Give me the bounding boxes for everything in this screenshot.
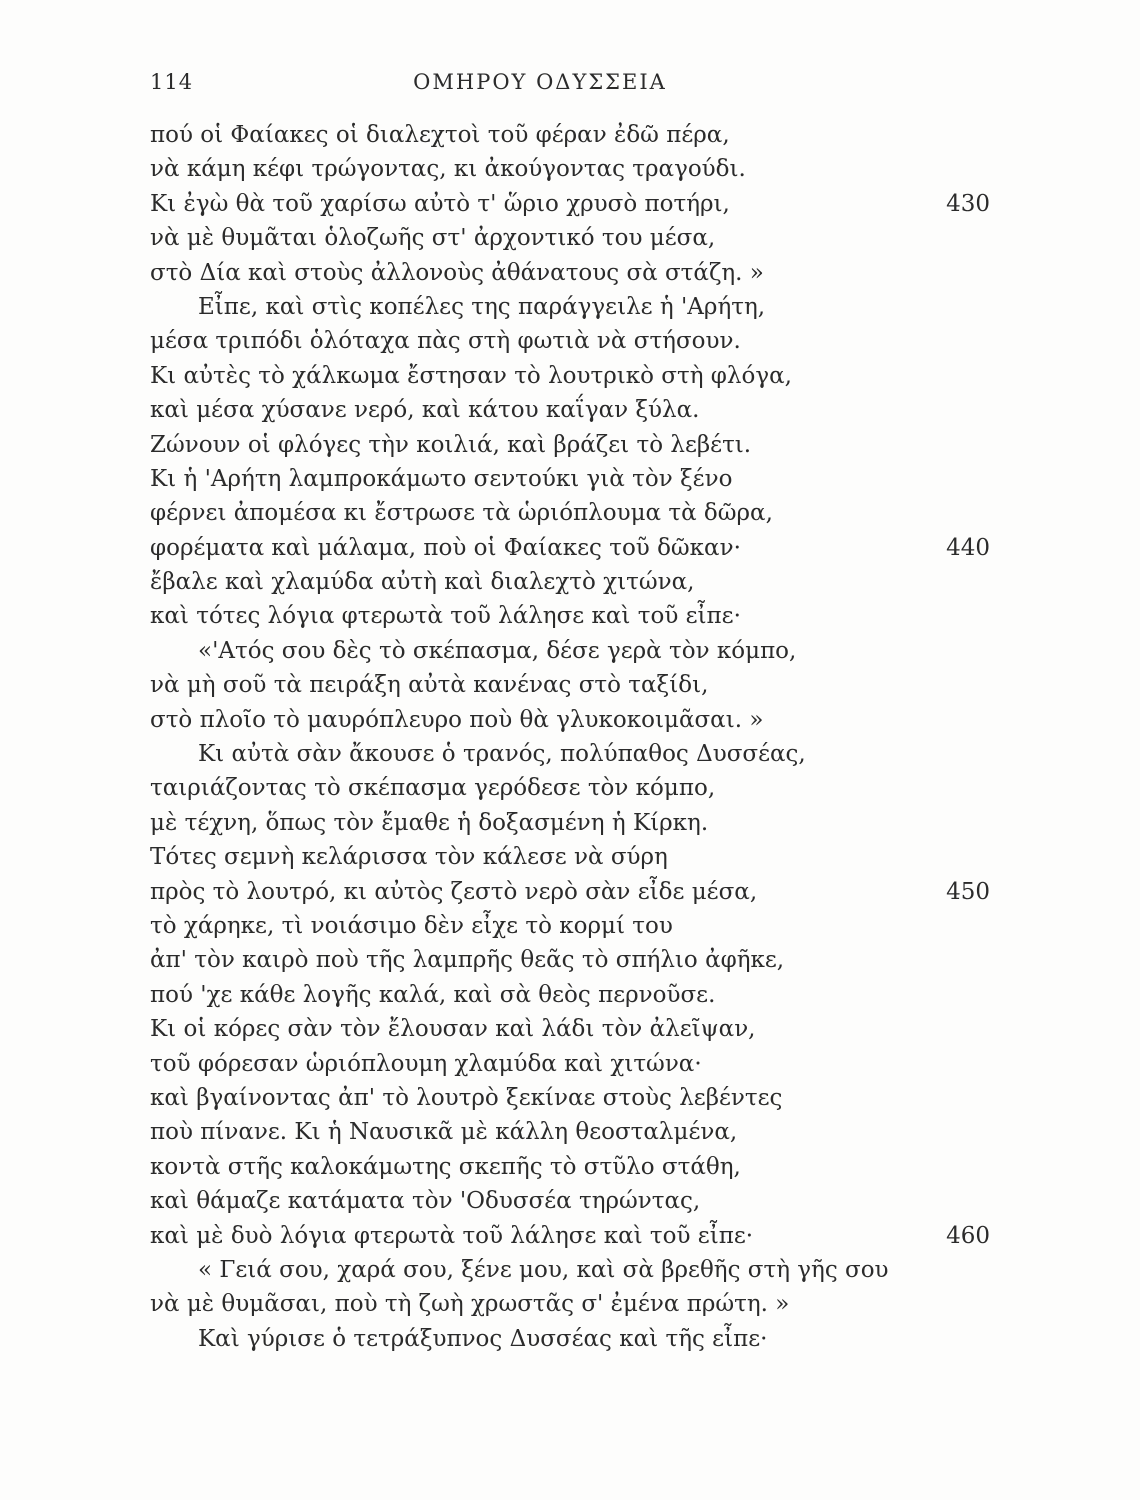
verse-line [150,703,990,737]
verse-line [150,978,990,1012]
verse-text: Κι ἡ 'Αρήτη λαμπροκάμωτο σεντούκι γιὰ τὸν ξένο [150,465,733,492]
verse-line [150,599,990,633]
verse-line [150,1184,990,1218]
verse-line [150,668,990,702]
verse-text: ταιριάζοντας τὸ σκέπασμα γερόδεσε τὸν κόμπο, [150,775,716,802]
verse-text: στὸ Δία καὶ στοὺς ἀλλονοὺς ἀθάνατους σὰ στάζη. » [150,259,764,286]
verse-line [150,290,990,324]
verse-text: πού 'χε κάθε λογῆς καλά, καὶ σὰ θεὸς περνοῦσε. [150,981,716,1008]
verse-text: στὸ πλοῖο τὸ μαυρόπλευρο ποὺ θὰ γλυκοκοιμᾶσαι. » [150,706,764,733]
verse-line [150,462,990,496]
verse-text: ἀπ' τὸν καιρὸ ποὺ τῆς λαμπρῆς θεᾶς τὸ σπήλιο ἀφῆκε, [150,947,785,974]
verse-text: καὶ θάμαζε κατάματα τὸν 'Οδυσσέα τηρώντας, [150,1188,701,1215]
verse-text: φορέματα καὶ μάλαμα, ποὺ οἱ Φαίακες τοῦ δῶκαν· [150,534,741,561]
verse-text: νὰ κάμη κέφι τρώγοντας, κι ἀκούγοντας τραγούδι. [150,156,746,183]
verse-line [150,1150,990,1184]
verse-text: καὶ μέσα χύσανε νερό, καὶ κάτου καΐγαν ξύλα. [150,397,700,424]
verse-text: Κι οἱ κόρες σὰν τὸν ἔλουσαν καὶ λάδι τὸν ἀλεῖψαν, [150,1016,756,1043]
verse-line [150,875,990,909]
verse-text: Κι αὐτὲς τὸ χάλκωμα ἔστησαν τὸ λουτρικὸ στὴ φλόγα, [150,362,792,389]
verse-number: 440 [946,534,990,561]
verse-line [150,634,990,668]
verse-text: Κι ἐγὼ θὰ τοῦ χαρίσω αὐτὸ τ' ὥριο χρυσὸ ποτήρι, [150,190,730,217]
verse-line [150,1115,990,1149]
page-number: 114 [150,70,194,94]
verse-line [150,221,990,255]
verse-number: 430 [946,190,990,217]
verse-line [150,187,990,221]
verse-block [150,118,990,1356]
verse-line [150,1047,990,1081]
verse-text: « Γειά σου, χαρά σου, ξένε μου, καὶ σὰ βρεθῆς στὴ γῆς σου [198,1256,889,1283]
verse-line [150,565,990,599]
verse-line [150,1012,990,1046]
verse-text: ἔβαλε καὶ χλαμύδα αὐτὴ καὶ διαλεχτὸ χιτώνα, [150,569,695,596]
verse-line [150,1287,990,1321]
verse-text: Κι αὐτὰ σὰν ἄκουσε ὁ τρανός, πολύπαθος Δυσσέας, [198,741,806,768]
verse-text: τὸ χάρηκε, τὶ νοιάσιμο δὲν εἶχε τὸ κορμί του [150,912,673,939]
verse-line [150,359,990,393]
verse-text: καὶ βγαίνοντας ἀπ' τὸ λουτρὸ ξεκίναε στοὺς λεβέντες [150,1084,783,1111]
verse-text: «'Ατός σου δὲς τὸ σκέπασμα, δέσε γερὰ τὸν κόμπο, [198,637,797,664]
verse-text: Καὶ γύρισε ὁ τετράξυπνος Δυσσέας καὶ τῆς εἶπε· [198,1325,768,1352]
verse-text: πού οἱ Φαίακες οἱ διαλεχτοὶ τοῦ φέραν ἐδῶ πέρα, [150,122,730,148]
verse-line [150,806,990,840]
verse-text: κοντὰ στῆς καλοκάμωτης σκεπῆς τὸ στῦλο στάθη, [150,1153,741,1180]
verse-line [150,118,990,152]
verse-text: Εἶπε, καὶ στὶς κοπέλες της παράγγειλε ἡ 'Αρήτη, [198,293,766,320]
verse-line [150,428,990,462]
verse-line [150,1253,990,1287]
verse-line [150,1219,990,1253]
verse-text: καὶ τότες λόγια φτερωτὰ τοῦ λάλησε καὶ τοῦ εἶπε· [150,603,741,630]
verse-text: μὲ τέχνη, ὅπως τὸν ἔμαθε ἡ δοξασμένη ἡ Κίρκη. [150,809,709,836]
verse-number: 450 [946,878,990,905]
verse-line [150,256,990,290]
verse-line [150,737,990,771]
verse-line [150,1081,990,1115]
verse-text: ποὺ πίνανε. Κι ἡ Ναυσικᾶ μὲ κάλλη θεοσταλμένα, [150,1119,738,1146]
page-header [150,70,910,100]
verse-line [150,840,990,874]
verse-line [150,496,990,530]
verse-text: νὰ μὴ σοῦ τὰ πειράξη αὐτὰ κανένας στὸ ταξίδι, [150,672,709,699]
verse-text: νὰ μὲ θυμᾶται ὁλοζωῆς στ' ἀρχοντικό του μέσα, [150,225,716,252]
verse-text: μέσα τριπόδι ὁλόταχα πὰς στὴ φωτιὰ νὰ στήσουν. [150,328,741,355]
verse-text: τοῦ φόρεσαν ὡριόπλουμη χλαμύδα καὶ χιτώνα· [150,1050,702,1077]
verse-line [150,909,990,943]
verse-text: νὰ μὲ θυμᾶσαι, ποὺ τὴ ζωὴ χρωστᾶς σ' ἐμένα πρώτη. » [150,1291,790,1318]
verse-line [150,393,990,427]
verse-text: Ζώνουν οἱ φλόγες τὴν κοιλιά, καὶ βράζει τὸ λεβέτι. [150,431,752,458]
verse-line [150,771,990,805]
verse-line [150,1322,990,1356]
verse-text: πρὸς τὸ λουτρό, κι αὐτὸς ζεστὸ νερὸ σὰν εἶδε μέσα, [150,878,758,905]
verse-line [150,152,990,186]
running-title: ΟΜΗΡΟΥ ΟΔΥΣΣΕΙΑ [413,70,667,94]
verse-text: καὶ μὲ δυὸ λόγια φτερωτὰ τοῦ λάλησε καὶ τοῦ εἶπε· [150,1222,754,1249]
verse-text: φέρνει ἀπομέσα κι ἔστρωσε τὰ ὡριόπλουμα τὰ δῶρα, [150,500,773,527]
verse-text: Τότες σεμνὴ κελάρισσα τὸν κάλεσε νὰ σύρη [150,844,668,871]
verse-line [150,531,990,565]
verse-number: 460 [946,1222,990,1249]
verse-line [150,324,990,358]
verse-line [150,943,990,977]
